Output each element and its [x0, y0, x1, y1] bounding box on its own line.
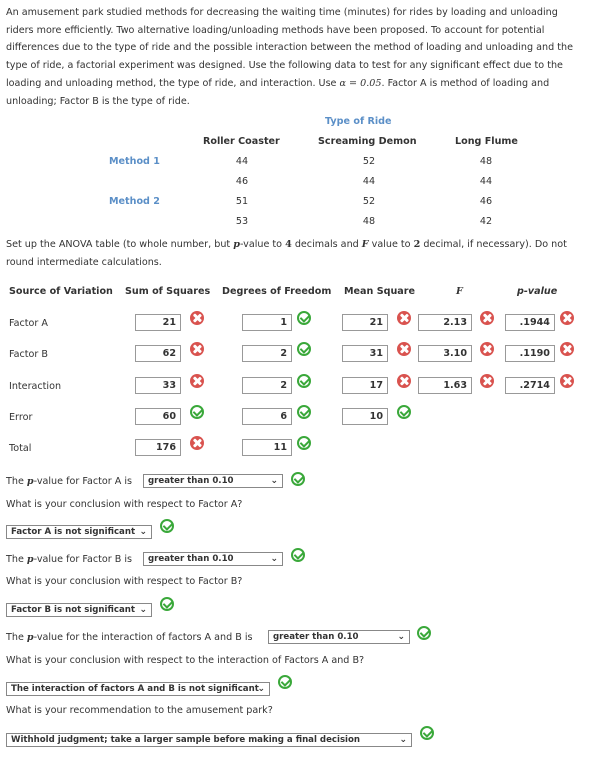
correct-icon	[297, 436, 311, 450]
instructions: Set up the ANOVA table (to whole number, but p-value to 4 decimals and F value to 2 decimal, if necessary). Do not round intermediate calculations.	[6, 239, 567, 268]
row-label-interaction: Interaction	[9, 381, 62, 392]
intro-line: An amusement park studied methods for decreasing the waiting time (minutes) for rides by loading and unloading	[6, 7, 558, 18]
correct-icon	[297, 405, 311, 419]
f-input[interactable]: 3.10	[418, 345, 472, 362]
incorrect-icon	[397, 342, 411, 356]
df-input[interactable]: 2	[242, 377, 292, 394]
correct-icon	[160, 597, 174, 611]
row-label-factor-a: Factor A	[9, 318, 48, 329]
factor-b-conclusion-select[interactable]: Factor B is not significant ⌄	[6, 603, 152, 617]
chevron-down-icon: ⌄	[139, 527, 147, 537]
row-method-1: Method 1	[109, 156, 160, 167]
correct-icon	[291, 472, 305, 486]
data-cell: 46	[235, 176, 249, 187]
ss-input[interactable]: 33	[135, 377, 181, 394]
recommendation-select[interactable]: Withhold judgment; take a larger sample before making a final decision ⌄	[6, 733, 412, 747]
type-of-ride-header: Type of Ride	[325, 116, 392, 127]
incorrect-icon	[190, 311, 204, 325]
chevron-down-icon: ⌄	[257, 684, 265, 694]
incorrect-icon	[480, 374, 494, 388]
ss-input[interactable]: 62	[135, 345, 181, 362]
data-cell: 48	[362, 216, 376, 227]
question-factor-a-pvalue: The p-value for Factor A is	[6, 476, 133, 487]
header-source: Source of Variation	[9, 286, 113, 297]
data-cell: 51	[235, 196, 249, 207]
intro-line: unloading; Factor B is the type of ride.	[6, 95, 190, 107]
incorrect-icon	[560, 311, 574, 325]
incorrect-icon	[190, 342, 204, 356]
pvalue-input[interactable]: .1944	[505, 314, 555, 331]
correct-icon	[190, 405, 204, 419]
header-ss: Sum of Squares	[125, 286, 211, 297]
intro-line: loading and unloading method, the type of ride, and interaction. Use α = 0.05. Factor A is method of loading and	[6, 77, 550, 89]
correct-icon	[397, 405, 411, 419]
header-f: F	[456, 286, 463, 297]
factor-b-pvalue-select[interactable]: greater than 0.10 ⌄	[143, 552, 283, 566]
df-input[interactable]: 11	[242, 439, 292, 456]
incorrect-icon	[480, 342, 494, 356]
data-cell: 46	[479, 196, 493, 207]
correct-icon	[297, 374, 311, 388]
incorrect-icon	[190, 374, 204, 388]
header-ms: Mean Square	[344, 286, 416, 297]
correct-icon	[291, 548, 305, 562]
interaction-pvalue-select[interactable]: greater than 0.10 ⌄	[268, 630, 410, 644]
correct-icon	[420, 726, 434, 740]
question-factor-b-pvalue: The p-value for Factor B is	[6, 554, 133, 565]
data-cell: 52	[362, 156, 376, 167]
df-input[interactable]: 6	[242, 408, 292, 425]
correct-icon	[297, 311, 311, 325]
chevron-down-icon: ⌄	[139, 605, 147, 615]
ms-input[interactable]: 31	[342, 345, 388, 362]
incorrect-icon	[560, 374, 574, 388]
ms-input[interactable]: 17	[342, 377, 388, 394]
correct-icon	[297, 342, 311, 356]
ms-input[interactable]: 21	[342, 314, 388, 331]
ss-input[interactable]: 21	[135, 314, 181, 331]
f-input[interactable]: 1.63	[418, 377, 472, 394]
data-cell: 44	[235, 156, 249, 167]
ss-input[interactable]: 176	[135, 439, 181, 456]
chevron-down-icon: ⌄	[399, 735, 407, 745]
col-long-flume: Long Flume	[455, 136, 518, 147]
data-cell: 52	[362, 196, 376, 207]
row-label-error: Error	[9, 412, 33, 423]
incorrect-icon	[190, 436, 204, 450]
intro-line: differences due to the type of ride and the possible interaction between the method of loading and unloading and the	[6, 42, 573, 54]
alpha-value: α = 0.05	[339, 77, 382, 89]
correct-icon	[160, 519, 174, 533]
data-cell: 53	[235, 216, 249, 227]
data-cell: 44	[479, 176, 493, 187]
data-cell: 42	[479, 216, 493, 227]
chevron-down-icon: ⌄	[270, 554, 278, 564]
data-cell: 44	[362, 176, 376, 187]
incorrect-icon	[560, 342, 574, 356]
question-recommendation: What is your recommendation to the amusement park?	[6, 705, 273, 716]
row-label-total: Total	[9, 443, 32, 454]
pvalue-input[interactable]: .2714	[505, 377, 555, 394]
ss-input[interactable]: 60	[135, 408, 181, 425]
df-input[interactable]: 2	[242, 345, 292, 362]
row-label-factor-b: Factor B	[9, 349, 48, 360]
question-interaction-conclusion: What is your conclusion with respect to the interaction of Factors A and B?	[6, 655, 365, 666]
correct-icon	[417, 626, 431, 640]
header-pvalue: p-value	[517, 286, 558, 297]
incorrect-icon	[397, 374, 411, 388]
factor-a-pvalue-select[interactable]: greater than 0.10 ⌄	[143, 474, 283, 488]
factor-a-conclusion-select[interactable]: Factor A is not significant ⌄	[6, 525, 152, 539]
intro-line: type of ride, a factorial experiment was designed. Use the following data to test for any significant effect due to the	[6, 60, 563, 72]
header-df: Degrees of Freedom	[222, 286, 332, 297]
incorrect-icon	[480, 311, 494, 325]
pvalue-input[interactable]: .1190	[505, 345, 555, 362]
data-cell: 48	[479, 156, 493, 167]
row-method-2: Method 2	[109, 196, 160, 207]
incorrect-icon	[397, 311, 411, 325]
col-roller-coaster: Roller Coaster	[203, 136, 280, 147]
ms-input[interactable]: 10	[342, 408, 388, 425]
df-input[interactable]: 1	[242, 314, 292, 331]
chevron-down-icon: ⌄	[397, 632, 405, 642]
question-factor-b-conclusion: What is your conclusion with respect to Factor B?	[6, 576, 243, 587]
intro-line: riders more efficiently. Two alternative loading/unloading methods have been proposed. To account for potential	[6, 24, 545, 36]
correct-icon	[278, 675, 292, 689]
problem-statement	[6, 4, 602, 110]
chevron-down-icon: ⌄	[270, 476, 278, 486]
col-screaming-demon: Screaming Demon	[318, 136, 417, 147]
interaction-conclusion-select[interactable]: The interaction of factors A and B is not significant ⌄	[6, 682, 270, 696]
question-factor-a-conclusion: What is your conclusion with respect to Factor A?	[6, 499, 243, 510]
question-interaction-pvalue: The p-value for the interaction of factors A and B is	[6, 632, 253, 643]
f-input[interactable]: 2.13	[418, 314, 472, 331]
